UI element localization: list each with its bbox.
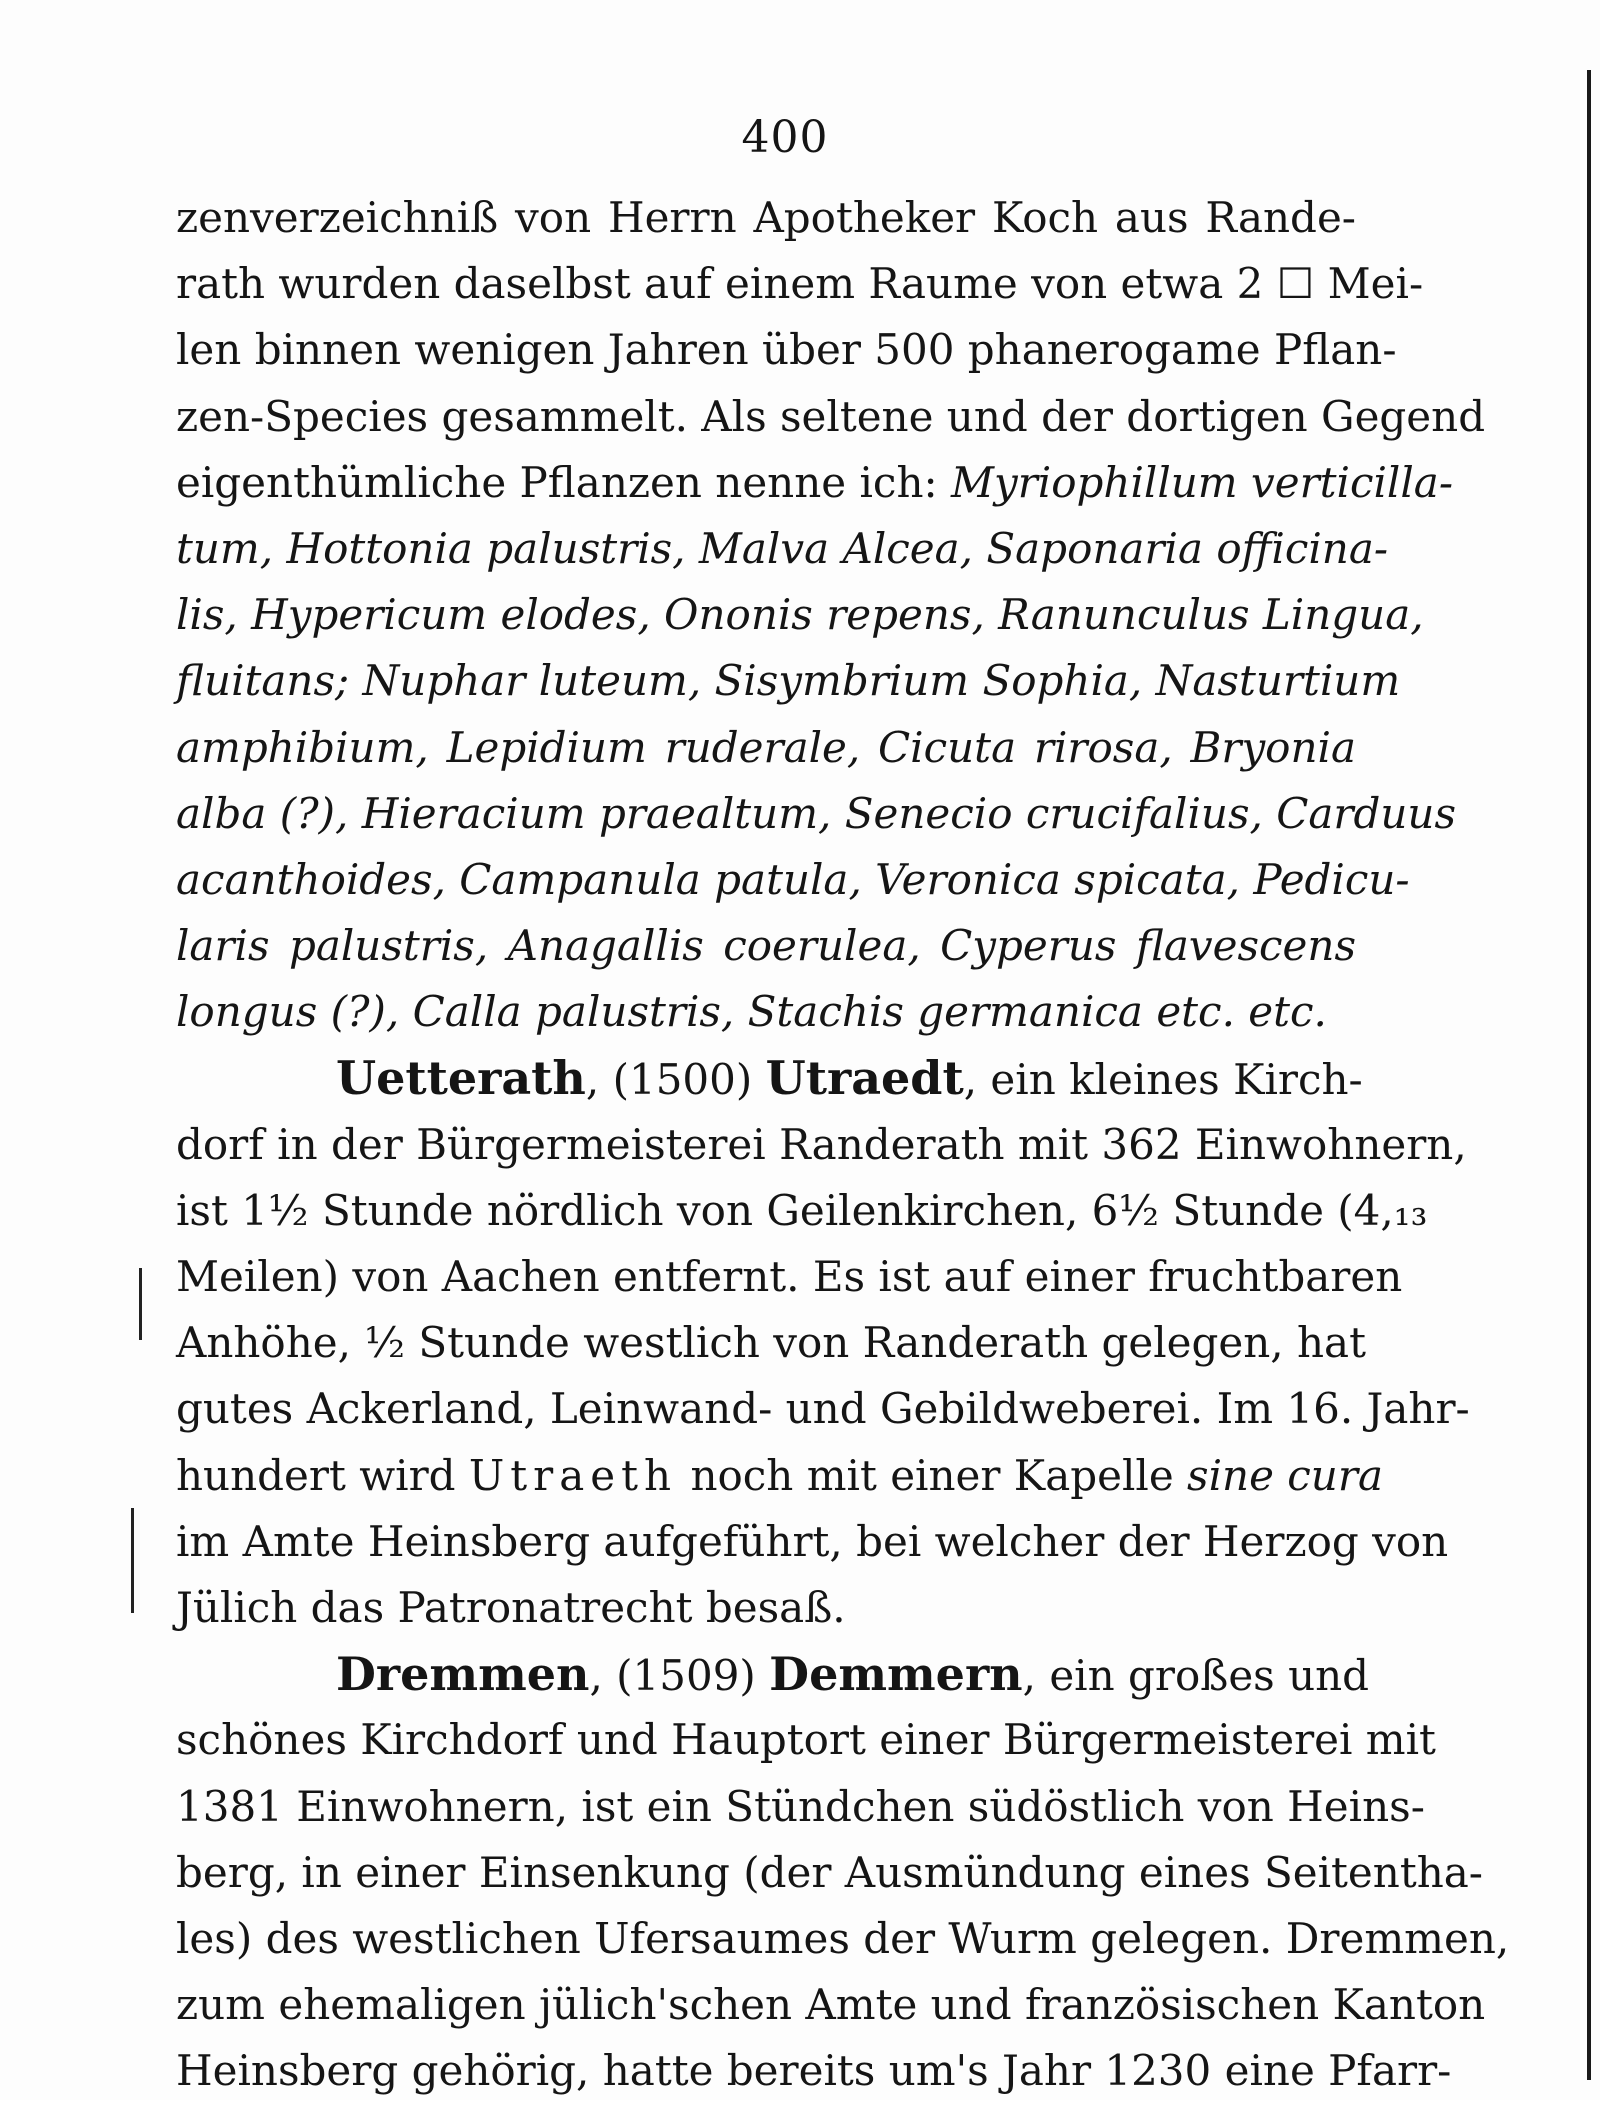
text-line: Meilen) von Aachen entfernt. Es ist auf einer fruchtbaren [176, 1252, 1403, 1301]
body-text [176, 185, 1510, 2104]
text-line: hundert wird Utraeth noch mit einer Kapelle sine cura [176, 1450, 1383, 1500]
text-line: ist 1½ Stunde nördlich von Geilenkirchen, 6½ Stunde (4,₁₃ [176, 1185, 1428, 1235]
entry-heading-line: Uetterath, (1500) Utraedt, ein kleines Kirch- [336, 1051, 1363, 1106]
text-line: zum ehemaligen jülich'schen Amte und französischen Kanton [176, 1980, 1486, 2030]
page-number: 400 [741, 112, 829, 163]
text-line: zen-Species gesammelt. Als seltene und der dortigen Gegend [176, 391, 1486, 441]
text-line: alba (?), Hieracium praealtum, Senecio crucifalius, Carduus [176, 788, 1457, 838]
text-line: lis, Hypericum elodes, Ononis repens, Ranunculus Lingua, [176, 590, 1424, 640]
entry-old-name: Utraedt [765, 1051, 964, 1106]
text-line: Jülich das Patronatrecht besaß. [176, 1582, 846, 1632]
entry-old-name: Demmern [769, 1647, 1023, 1702]
text-line: Anhöhe, ½ Stunde westlich von Randerath gelegen, hat [176, 1318, 1366, 1368]
text-line: fluitans; Nuphar luteum, Sisymbrium Sophia, Nasturtium [176, 656, 1401, 706]
entry-heading-line: Dremmen, (1509) Demmern, ein großes und [336, 1647, 1370, 1702]
text-line: rath wurden daselbst auf einem Raume von etwa 2 ☐ Mei- [176, 259, 1424, 309]
text-line: eigenthümliche Pflanzen nenne ich: Myriophillum verticilla- [176, 457, 1454, 507]
text-line: Heinsberg gehörig, hatte bereits um's Jahr 1230 eine Pfarr- [176, 2046, 1452, 2096]
text-line: zenverzeichniß von Herrn Apotheker Koch aus Rande- [176, 193, 1356, 242]
right-edge-rule [1587, 70, 1591, 2080]
margin-mark-lower [131, 1508, 134, 1613]
margin-mark-upper [139, 1268, 142, 1340]
text-line: les) des westlichen Ufersaumes der Wurm gelegen. Dremmen, [176, 1913, 1510, 1963]
text-line: berg, in einer Einsenkung (der Ausmündung eines Seitentha- [176, 1847, 1483, 1897]
text-line: acanthoides, Campanula patula, Veronica spicata, Pedicu- [176, 854, 1410, 904]
text-line: len binnen wenigen Jahren über 500 phanerogame Pflan- [176, 325, 1397, 375]
text-line: longus (?), Calla palustris, Stachis germanica etc. etc. [176, 987, 1327, 1037]
text-line: gutes Ackerland, Leinwand- und Gebildweberei. Im 16. Jahr- [176, 1384, 1470, 1434]
entry-headword: Uetterath [336, 1051, 586, 1106]
text-line: im Amte Heinsberg aufgeführt, bei welcher der Herzog von [176, 1516, 1449, 1566]
text-line: 1381 Einwohnern, ist ein Stündchen südöstlich von Heins- [176, 1781, 1425, 1831]
text-line: schönes Kirchdorf und Hauptort einer Bürgermeisterei mit [176, 1715, 1436, 1765]
text-line: tum, Hottonia palustris, Malva Alcea, Saponaria officina- [176, 523, 1389, 573]
text-line: amphibium, Lepidium ruderale, Cicuta rirosa, Bryonia [176, 722, 1356, 772]
text-line: dorf in der Bürgermeisterei Randerath mit 362 Einwohnern, [176, 1119, 1467, 1169]
entry-headword: Dremmen [336, 1647, 590, 1702]
text-line: laris palustris, Anagallis coerulea, Cyperus flavescens [176, 921, 1356, 971]
